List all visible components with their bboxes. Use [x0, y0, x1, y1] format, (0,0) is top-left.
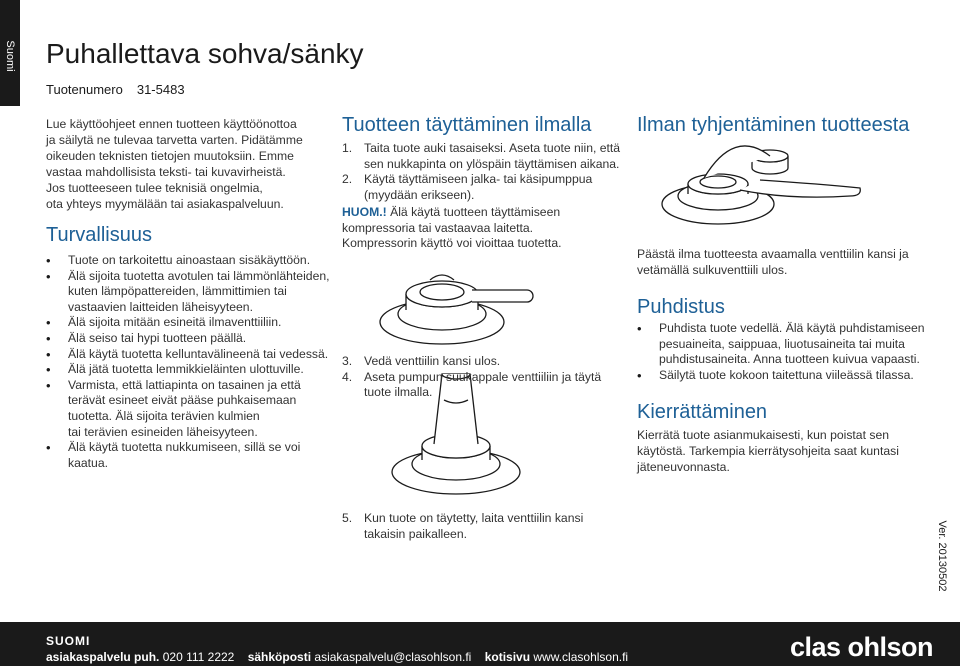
safety-list	[46, 253, 336, 471]
email-label: sähköposti	[247, 650, 312, 664]
product-number	[46, 82, 185, 97]
safety-heading: Turvallisuus	[46, 224, 152, 246]
recycling-line: jäteneuvonnasta.	[637, 460, 730, 474]
step-item: 1. Taita tuote auki tasaiseksi. Aseta tuote niin, että sen nukkapinta on ylöspäin täyttämisen aikana.	[342, 141, 621, 171]
recycling-line: käytöstä. Tarkempia kierrätysohjeita saat kuntasi	[637, 444, 899, 458]
safety-item: • Älä käytä tuotetta nukkumiseen, sillä se voi kaatua.	[46, 440, 336, 471]
language-tab-label: Suomi	[4, 40, 16, 72]
web-label: kotisivu	[484, 650, 531, 664]
version-label: Ver. 20130502	[936, 520, 948, 592]
intro-line: Lue käyttöohjeet ennen tuotteen käyttöönottoa	[46, 117, 297, 131]
cleaning-item: • Säilytä tuote kokoon taitettuna viileässä tilassa.	[637, 368, 937, 384]
safety-item: • Älä seiso tai hypi tuotteen päällä.	[46, 331, 336, 347]
intro-text	[46, 116, 326, 212]
web-link[interactable]: www.clasohlson.fi	[533, 650, 629, 664]
intro-line: Jos tuotteeseen tulee teknisiä ongelmia,	[46, 181, 263, 195]
intro-line: ja säilytä ne tulevaa tarvetta varten. Pidätämme	[46, 133, 303, 147]
footer-bar	[0, 622, 960, 666]
footer-language: SUOMI	[46, 634, 91, 648]
inflating-step-5	[342, 511, 632, 542]
safety-item: • Älä käytä tuotetta kelluntavälineenä tai vedessä.	[46, 347, 336, 363]
inflating-heading: Tuotteen täyttäminen ilmalla	[342, 114, 592, 136]
phone-label: asiakaspalvelu puh.	[46, 650, 160, 664]
cleaning-heading: Puhdistus	[637, 296, 725, 318]
step-item: 2. Käytä täyttämiseen jalka- tai käsipumppua (myydään erikseen).	[342, 172, 593, 202]
intro-line: ota yhteys myymälään tai asiakaspalveluun.	[46, 197, 284, 211]
inflating-steps-b	[342, 354, 632, 401]
step-item: 5. Kun tuote on täytetty, laita venttiilin kansi takaisin paikalleen.	[342, 511, 584, 541]
cleaning-list	[637, 321, 937, 383]
warning-label: HUOM.!	[342, 205, 387, 219]
deflating-line: vetämällä sulkuventtiili ulos.	[637, 263, 788, 277]
intro-line: vastaa mahdollisista teksti- tai kuvavirheistä.	[46, 165, 286, 179]
deflating-line: Päästä ilma tuotteesta avaamalla venttiilin kansi ja	[637, 247, 909, 261]
recycling-text	[637, 427, 937, 475]
inflating-steps-a	[342, 141, 632, 203]
deflate-valve-illustration	[660, 138, 880, 238]
deflating-heading: Ilman tyhjentäminen tuotteesta	[637, 114, 910, 136]
brand-logo: clas ohlson	[790, 632, 934, 662]
product-number-value: 31-5483	[136, 82, 185, 97]
language-tab	[0, 0, 20, 106]
step-item: 3. Vedä venttiilin kansi ulos.	[342, 354, 501, 368]
product-number-label: Tuotenumero	[46, 82, 123, 97]
safety-item: • Tuote on tarkoitettu ainoastaan sisäkäyttöön.	[46, 253, 336, 269]
step-item: 4. Aseta pumpun suukappale venttiiliin ja täytä tuote ilmalla.	[342, 369, 602, 400]
page-title: Puhallettava sohva/sänky	[46, 38, 364, 69]
safety-item: • Älä sijoita mitään esineitä ilmaventtiiliin.	[46, 315, 336, 331]
valve-cap-illustration	[372, 262, 552, 352]
footer-contacts	[46, 650, 628, 664]
recycling-heading: Kierrättäminen	[637, 401, 768, 423]
safety-item: • Älä jätä tuotetta lemmikkieläinten ulottuville.	[46, 362, 336, 378]
intro-line: oikeuden teknisten tietojen muutoksiin. Emme	[46, 149, 294, 163]
phone-number: 020 111 2222	[162, 650, 235, 664]
compressor-warning: HUOM.! Älä käytä tuotteen täyttämiseen kompressoria tai vastaavaa laitetta. Kompressorin käyttö voi vioittaa tuotetta.	[342, 205, 562, 251]
recycling-line: Kierrätä tuote asianmukaisesti, kun poistat sen	[637, 428, 890, 442]
cleaning-item: • Puhdista tuote vedellä. Älä käytä puhdistamiseen pesuaineita, saippuaa, liuotusaineita tai muita puhdistusaineita. Anna tuotteen kuivua vapaasti.	[637, 321, 937, 368]
safety-item: • Varmista, että lattiapinta on tasainen ja että terävät esineet eivät pääse puhkaisemaan tuotetta. Älä sijoita terävien kulmien tai terävien esineiden läheisyyteen.	[46, 378, 336, 440]
deflating-text	[637, 246, 937, 278]
safety-item: • Älä sijoita tuotetta avotulen tai lämmönlähteiden, kuten lämpöpattereiden, lämmittimien tai vastaavien laitteiden läheisyyteen.	[46, 269, 336, 316]
email-link[interactable]: asiakaspalvelu@clasohlson.fi	[314, 650, 472, 664]
